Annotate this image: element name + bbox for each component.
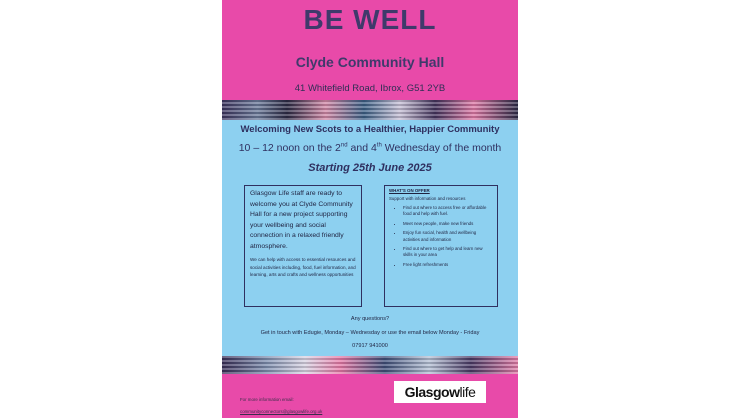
poster-title: BE WELL	[303, 4, 437, 35]
offer-heading: WHAT'S ON OFFER	[389, 188, 430, 193]
intro-text: Glasgow Life staff are ready to welcome you at Clyde Community Hall for a new project supporting your wellbeing and social connection in a relaxed friendly atmosphere.	[250, 190, 353, 250]
decorative-band-top	[222, 100, 518, 120]
offer-subheading: Support with information and resources	[389, 196, 466, 201]
questions-heading: Any questions?	[350, 316, 390, 322]
intro-help-text: We can help with access to essential resources and social activities including, food, fuel information, and learning, arts and crafts and wellness opportunities	[250, 257, 356, 277]
list-item: • Free light refreshments	[403, 262, 493, 268]
schedule-line: 10 – 12 noon on the 2nd and 4th Wednesday of the month	[238, 142, 502, 154]
offer-list	[389, 205, 493, 268]
phone-number: 07917 941000	[352, 343, 388, 349]
venue-name: Clyde Community Hall	[295, 54, 445, 70]
contact-email-link[interactable]: communityconnectors@glasgowlife.org.uk	[240, 409, 323, 414]
welcome-heading: Welcoming New Scots to a Healthier, Happier Community	[240, 124, 500, 135]
list-item: • Enjoy fun social, health and wellbeing activities and information	[403, 230, 493, 243]
venue-address: 41 Whitefield Road, Ibrox, G51 2YB	[294, 83, 446, 94]
start-date: Starting 25th June 2025	[308, 162, 432, 174]
list-item: • Find out where to get help and learn new skills in your area	[403, 246, 493, 259]
contact-line: Get in touch with Edugie, Monday – Wednesday or use the email below Monday - Friday	[260, 330, 480, 336]
intro-box	[244, 185, 362, 307]
decorative-band-bottom	[222, 356, 518, 374]
poster	[222, 0, 518, 418]
offer-box	[384, 185, 498, 307]
list-item: • Meet new people, make new friends	[403, 221, 493, 227]
logo-text-main: Glasgow	[404, 384, 460, 400]
glasgow-life-logo	[394, 381, 486, 403]
logo-text-suffix: life	[459, 384, 476, 400]
more-info-label: For more information email:	[240, 397, 294, 402]
list-item: • Find out where to access free or affordable food and help with fuel.	[403, 205, 493, 218]
